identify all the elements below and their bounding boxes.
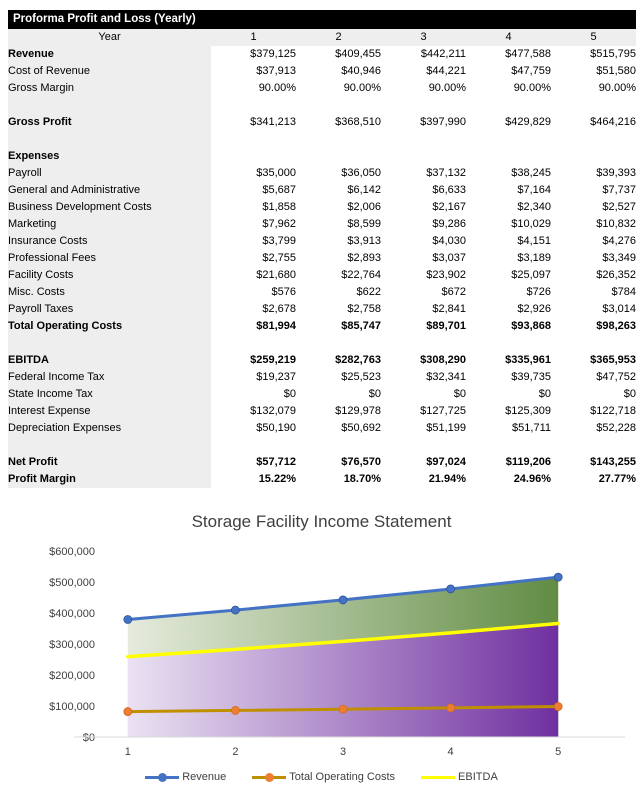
x-axis-tick-label: 1 [124, 746, 131, 758]
value-cell: $132,079 [211, 403, 296, 420]
y-axis-tick-label: $300,000 [49, 639, 95, 651]
legend-item-revenue [145, 771, 226, 783]
revenue-marker [124, 615, 132, 623]
y-axis-tick-label: $400,000 [49, 608, 95, 620]
total-operating-costs-marker [124, 708, 132, 716]
value-cell: $2,006 [296, 199, 381, 216]
year-col-4: 4 [466, 29, 551, 46]
value-cell: $379,125 [211, 46, 296, 63]
value-cell: $47,752 [551, 369, 636, 386]
value-cell: $57,712 [211, 454, 296, 471]
year-col-5: 5 [551, 29, 636, 46]
value-cell: $2,841 [381, 301, 466, 318]
spacer-row [8, 437, 636, 454]
table-row [8, 216, 636, 233]
value-cell: $122,718 [551, 403, 636, 420]
value-cell: $10,832 [551, 216, 636, 233]
value-cell: $1,858 [211, 199, 296, 216]
table-row [8, 165, 636, 182]
year-header-label: Year [8, 29, 211, 46]
value-cell: $7,164 [466, 182, 551, 199]
y-axis-tick-label: $100,000 [49, 701, 95, 713]
spacer-row [8, 131, 636, 148]
value-cell: $576 [211, 284, 296, 301]
value-cell: $4,151 [466, 233, 551, 250]
value-cell [466, 148, 551, 165]
row-label-cell: Facility Costs [8, 267, 211, 284]
value-cell: $0 [296, 386, 381, 403]
table-row [8, 369, 636, 386]
row-label-cell: State Income Tax [8, 386, 211, 403]
value-cell: $4,030 [381, 233, 466, 250]
total-operating-costs-legend-swatch-icon [252, 773, 286, 782]
value-cell [211, 131, 296, 148]
value-cell: $40,946 [296, 63, 381, 80]
table-row [8, 420, 636, 437]
value-cell: $2,678 [211, 301, 296, 318]
value-cell: $2,893 [296, 250, 381, 267]
value-cell: $22,764 [296, 267, 381, 284]
table-row [8, 114, 636, 131]
value-cell: $47,759 [466, 63, 551, 80]
table-row [8, 284, 636, 301]
value-cell [381, 335, 466, 352]
row-label-cell: Expenses [8, 148, 211, 165]
value-cell: $125,309 [466, 403, 551, 420]
x-axis-tick-label: 3 [339, 746, 347, 758]
table-row [8, 471, 636, 488]
value-cell: $127,725 [381, 403, 466, 420]
revenue-marker [447, 585, 455, 593]
value-cell: $308,290 [381, 352, 466, 369]
year-col-3: 3 [381, 29, 466, 46]
row-label-cell [8, 97, 211, 114]
row-label-cell: Marketing [8, 216, 211, 233]
value-cell: $76,570 [296, 454, 381, 471]
row-label-cell: Gross Margin [8, 80, 211, 97]
value-cell: $89,701 [381, 318, 466, 335]
row-label-cell: General and Administrative [8, 182, 211, 199]
value-cell: $282,763 [296, 352, 381, 369]
pnl-table-body [8, 29, 636, 488]
value-cell: $35,000 [211, 165, 296, 182]
value-cell: $5,687 [211, 182, 296, 199]
row-label-cell [8, 131, 211, 148]
value-cell: $3,014 [551, 301, 636, 318]
pnl-title-bar: Proforma Profit and Loss (Yearly) [8, 10, 636, 29]
value-cell: $39,735 [466, 369, 551, 386]
row-label-cell [8, 437, 211, 454]
value-cell [211, 437, 296, 454]
table-row [8, 267, 636, 284]
total-operating-costs-marker [447, 704, 455, 712]
value-cell: $97,024 [381, 454, 466, 471]
value-cell [381, 437, 466, 454]
value-cell: 24.96% [466, 471, 551, 488]
total-operating-costs-marker [339, 705, 347, 713]
value-cell: $98,263 [551, 318, 636, 335]
revenue-marker [231, 606, 239, 614]
value-cell: $10,029 [466, 216, 551, 233]
value-cell: 90.00% [466, 80, 551, 97]
row-label-cell: Net Profit [8, 454, 211, 471]
legend-item-total-operating-costs [252, 771, 395, 783]
value-cell: $726 [466, 284, 551, 301]
table-row [8, 318, 636, 335]
value-cell: $2,340 [466, 199, 551, 216]
value-cell: $85,747 [296, 318, 381, 335]
pnl-sheet [8, 10, 636, 488]
legend-label: Revenue [182, 771, 227, 783]
value-cell: $368,510 [296, 114, 381, 131]
value-cell: $37,913 [211, 63, 296, 80]
value-cell: $38,245 [466, 165, 551, 182]
value-cell: $119,206 [466, 454, 551, 471]
value-cell: $672 [381, 284, 466, 301]
table-row [8, 80, 636, 97]
value-cell: $3,913 [296, 233, 381, 250]
revenue-marker [554, 573, 562, 581]
value-cell: $50,190 [211, 420, 296, 437]
row-label-cell: Insurance Costs [8, 233, 211, 250]
value-cell [381, 131, 466, 148]
table-row [8, 182, 636, 199]
value-cell: $36,050 [296, 165, 381, 182]
total-operating-costs-marker [231, 706, 239, 714]
legend-label: EBITDA [458, 771, 498, 783]
row-label-cell [8, 335, 211, 352]
x-axis-tick-label: 2 [232, 746, 239, 758]
row-label-cell: Profit Margin [8, 471, 211, 488]
chart-legend [0, 768, 643, 786]
value-cell: $143,255 [551, 454, 636, 471]
value-cell: $25,097 [466, 267, 551, 284]
value-cell: $50,692 [296, 420, 381, 437]
total-operating-costs-marker [554, 703, 562, 711]
row-label-cell: Revenue [8, 46, 211, 63]
year-col-2: 2 [296, 29, 381, 46]
value-cell: $52,228 [551, 420, 636, 437]
value-cell: 21.94% [381, 471, 466, 488]
value-cell [296, 437, 381, 454]
x-axis-tick-label: 4 [447, 746, 454, 758]
y-axis-tick-label: $200,000 [49, 670, 95, 682]
value-cell: $25,523 [296, 369, 381, 386]
value-cell: $2,758 [296, 301, 381, 318]
value-cell: $0 [551, 386, 636, 403]
value-cell: $335,961 [466, 352, 551, 369]
row-label-cell: Gross Profit [8, 114, 211, 131]
value-cell [466, 97, 551, 114]
value-cell [296, 97, 381, 114]
y-axis-tick-label: $500,000 [49, 577, 95, 589]
spacer-row [8, 97, 636, 114]
value-cell: $81,994 [211, 318, 296, 335]
row-label-cell: Payroll [8, 165, 211, 182]
value-cell: 18.70% [296, 471, 381, 488]
value-cell: $0 [211, 386, 296, 403]
value-cell: $442,211 [381, 46, 466, 63]
value-cell: $7,737 [551, 182, 636, 199]
value-cell [211, 97, 296, 114]
value-cell: $397,990 [381, 114, 466, 131]
value-cell: $37,132 [381, 165, 466, 182]
value-cell: $26,352 [551, 267, 636, 284]
value-cell: $784 [551, 284, 636, 301]
value-cell: $3,037 [381, 250, 466, 267]
value-cell [551, 131, 636, 148]
value-cell: $8,599 [296, 216, 381, 233]
value-cell [466, 131, 551, 148]
value-cell: $365,953 [551, 352, 636, 369]
value-cell: $51,199 [381, 420, 466, 437]
table-row [8, 199, 636, 216]
revenue-legend-swatch-icon [145, 773, 179, 782]
value-cell: $429,829 [466, 114, 551, 131]
value-cell [551, 335, 636, 352]
value-cell [381, 148, 466, 165]
row-label-cell: Misc. Costs [8, 284, 211, 301]
table-row [8, 46, 636, 63]
value-cell [466, 335, 551, 352]
value-cell: $0 [381, 386, 466, 403]
ebitda-legend-swatch-icon [421, 773, 455, 782]
value-cell: 90.00% [296, 80, 381, 97]
value-cell: $341,213 [211, 114, 296, 131]
y-axis-tick-label: $0 [82, 732, 95, 744]
value-cell: $23,902 [381, 267, 466, 284]
table-row [8, 233, 636, 250]
value-cell: $51,580 [551, 63, 636, 80]
year-header-row [8, 29, 636, 46]
table-row [8, 301, 636, 318]
value-cell: $515,795 [551, 46, 636, 63]
row-label-cell: Interest Expense [8, 403, 211, 420]
table-row [8, 352, 636, 369]
table-row [8, 454, 636, 471]
chart-plot-area [0, 540, 643, 762]
value-cell: $464,216 [551, 114, 636, 131]
value-cell: $2,527 [551, 199, 636, 216]
value-cell [211, 335, 296, 352]
row-label-cell: EBITDA [8, 352, 211, 369]
value-cell: $3,189 [466, 250, 551, 267]
table-row [8, 403, 636, 420]
spacer-row [8, 335, 636, 352]
value-cell [551, 148, 636, 165]
value-cell [551, 97, 636, 114]
value-cell: 27.77% [551, 471, 636, 488]
row-label-cell: Total Operating Costs [8, 318, 211, 335]
x-axis-tick-label: 5 [555, 746, 562, 758]
value-cell: 90.00% [381, 80, 466, 97]
value-cell [381, 97, 466, 114]
value-cell: $4,276 [551, 233, 636, 250]
row-label-cell: Depreciation Expenses [8, 420, 211, 437]
value-cell: $259,219 [211, 352, 296, 369]
value-cell: 90.00% [551, 80, 636, 97]
value-cell: $93,868 [466, 318, 551, 335]
value-cell: $51,711 [466, 420, 551, 437]
value-cell [211, 148, 296, 165]
value-cell: $21,680 [211, 267, 296, 284]
chart-title: Storage Facility Income Statement [191, 512, 452, 531]
value-cell [551, 437, 636, 454]
value-cell: $44,221 [381, 63, 466, 80]
value-cell [296, 148, 381, 165]
revenue-marker [339, 596, 347, 604]
row-label-cell: Business Development Costs [8, 199, 211, 216]
value-cell [466, 437, 551, 454]
value-cell: $622 [296, 284, 381, 301]
value-cell: $7,962 [211, 216, 296, 233]
income-statement-chart [0, 498, 643, 786]
table-row [8, 250, 636, 267]
value-cell [296, 335, 381, 352]
row-label-cell: Federal Income Tax [8, 369, 211, 386]
row-label-cell: Payroll Taxes [8, 301, 211, 318]
value-cell: 15.22% [211, 471, 296, 488]
value-cell: $6,142 [296, 182, 381, 199]
year-col-1: 1 [211, 29, 296, 46]
value-cell: $2,167 [381, 199, 466, 216]
value-cell: $19,237 [211, 369, 296, 386]
pnl-table [8, 29, 636, 488]
table-row [8, 63, 636, 80]
value-cell: $3,799 [211, 233, 296, 250]
value-cell: $0 [466, 386, 551, 403]
table-row [8, 386, 636, 403]
value-cell: $32,341 [381, 369, 466, 386]
value-cell: $39,393 [551, 165, 636, 182]
value-cell [296, 131, 381, 148]
legend-item-ebitda [421, 771, 498, 783]
row-label-cell: Cost of Revenue [8, 63, 211, 80]
value-cell: $3,349 [551, 250, 636, 267]
row-label-cell: Professional Fees [8, 250, 211, 267]
value-cell: $6,633 [381, 182, 466, 199]
value-cell: $477,588 [466, 46, 551, 63]
value-cell: $409,455 [296, 46, 381, 63]
value-cell: $129,978 [296, 403, 381, 420]
value-cell: $9,286 [381, 216, 466, 233]
table-row [8, 148, 636, 165]
legend-label: Total Operating Costs [289, 771, 396, 783]
y-axis-tick-label: $600,000 [49, 546, 95, 558]
value-cell: $2,926 [466, 301, 551, 318]
value-cell: $2,755 [211, 250, 296, 267]
value-cell: 90.00% [211, 80, 296, 97]
